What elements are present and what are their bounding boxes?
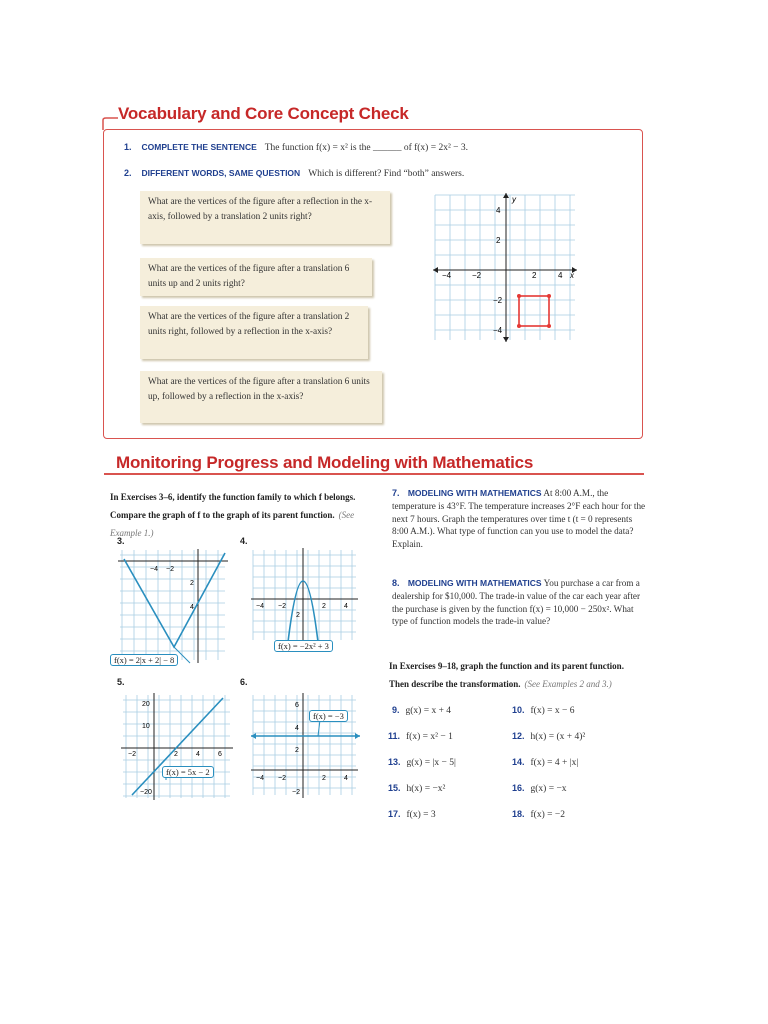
vocab-coordinate-grid — [430, 190, 580, 345]
tick-label-y: 2 — [496, 236, 501, 245]
exercise-function: f(x) = x² − 1 — [406, 732, 453, 742]
tick-label-y: 6 — [295, 702, 299, 709]
tick-label-x: 2 — [174, 751, 178, 758]
exercise-number: 9. — [392, 705, 400, 715]
tick-label-x: 2 — [322, 603, 326, 610]
function-label: f(x) = −3 — [309, 710, 348, 722]
tick-label-x: −2 — [128, 751, 136, 758]
exercise-function: h(x) = −x² — [406, 784, 446, 794]
tick-label-y: 4 — [496, 206, 501, 215]
exercise-number: 18. — [512, 809, 525, 819]
tick-label-y: 20 — [142, 701, 150, 708]
tick-label-x: −4 — [442, 271, 452, 280]
tick-label-x: −2 — [278, 775, 286, 782]
tick-label-y: −2 — [493, 296, 503, 305]
tick-label-x: 4 — [344, 775, 348, 782]
instructions-9-18 — [389, 656, 629, 692]
exercise-item — [388, 757, 456, 768]
exercise-5-graph — [118, 690, 238, 805]
exercise-function: f(x) = 4 + |x| — [530, 758, 579, 768]
question-2 — [124, 163, 464, 181]
tick-label-x: −4 — [256, 603, 264, 610]
exercise-number: 17. — [388, 809, 401, 819]
exercise-number: 11. — [388, 731, 401, 741]
function-label: f(x) = −2x² + 3 — [274, 640, 333, 652]
question-box-3: What are the vertices of the figure after a translation 2 units right, followed by a reflection in the x-axis? — [140, 306, 368, 359]
tick-label-y: 2 — [295, 747, 299, 754]
exercise-item — [512, 731, 585, 742]
instruction-text: In Exercises 9–18, graph the function and its parent function. Then describe the transformation. — [389, 661, 624, 689]
y-axis-label: y — [512, 195, 516, 204]
question-keyword: DIFFERENT WORDS, SAME QUESTION — [141, 168, 301, 178]
question-number: 2. — [124, 168, 132, 178]
exercise-text: You purchase a car from a dealership for $10,000. The trade-in value of the car each year after the purchase is given by the function f(x) = 10,000 − 250x². What type of function models the trade-in value? — [392, 578, 641, 627]
tick-label-x: 2 — [532, 271, 537, 280]
tick-label-y: 2 — [296, 612, 300, 619]
exercise-number: 8. — [392, 578, 400, 588]
function-curve — [132, 698, 223, 795]
exercise-keyword: MODELING WITH MATHEMATICS — [407, 578, 542, 588]
exercise-function: g(x) = −x — [530, 784, 567, 794]
section-underline — [104, 473, 644, 475]
exercise-item — [388, 783, 445, 794]
exercise-number: 14. — [512, 757, 525, 767]
exercise-number: 7. — [392, 488, 400, 498]
tick-label-y: 2 — [190, 580, 194, 587]
tick-label-y: −4 — [493, 326, 503, 335]
exercise-7 — [392, 487, 650, 551]
example-reference: (See Examples 2 and 3.) — [524, 679, 612, 689]
vocab-section-title: Vocabulary and Core Concept Check — [118, 104, 409, 123]
tick-label-x: 4 — [558, 271, 563, 280]
exercise-item — [512, 705, 574, 716]
monitoring-section-title: Monitoring Progress and Modeling with Mathematics — [116, 453, 534, 472]
function-label: f(x) = 2|x + 2| − 8 — [110, 654, 178, 666]
exercise-item — [512, 809, 565, 820]
tick-label-x: −4 — [256, 775, 264, 782]
exercise-function: f(x) = 3 — [406, 810, 436, 820]
tick-label-x: −2 — [278, 603, 286, 610]
question-number: 1. — [124, 142, 132, 152]
tick-label-x: 4 — [196, 751, 200, 758]
tick-label-y: 4 — [295, 725, 299, 732]
question-keyword: COMPLETE THE SENTENCE — [141, 142, 257, 152]
exercise-text: At 8:00 A.M., the temperature is 43°F. The temperature increases 2°F each hour for the next 7 hours. Graph the temperatures over time t (t = 0 represents 8:00 A.M.). What type of function can you use to model the data? Explain. — [392, 488, 646, 550]
exercise-function: g(x) = x + 4 — [405, 706, 452, 716]
exercise-item — [512, 783, 567, 794]
question-box-1: What are the vertices of the figure after a reflection in the x-axis, followed by a translation 2 units right? — [140, 191, 390, 244]
tick-label-x: 4 — [344, 603, 348, 610]
exercise-number: 15. — [388, 783, 401, 793]
exercise-keyword: MODELING WITH MATHEMATICS — [407, 488, 542, 498]
question-text: Which is different? Find “both” answers. — [308, 169, 465, 179]
exercise-6-graph — [248, 690, 363, 800]
exercise-function: h(x) = (x + 4)² — [530, 732, 586, 742]
tick-label-x: −4 — [150, 566, 158, 573]
exercise-item — [392, 705, 451, 716]
exercise-item — [388, 731, 453, 742]
exercise-number: 5. — [117, 677, 125, 687]
red-square-figure — [519, 296, 549, 326]
instruction-text: In Exercises 3–6, identify the function family to which f belongs. Compare the graph of f to the graph of its parent function. — [110, 492, 356, 520]
question-text: The function f(x) = x² is the ______ of f(x) = 2x² − 3. — [264, 143, 469, 153]
exercise-function: f(x) = x − 6 — [530, 706, 575, 716]
tick-label-x: −2 — [166, 566, 174, 573]
tick-label-y: 4 — [190, 604, 194, 611]
exercise-3-graph — [110, 545, 235, 670]
tick-label-x: 6 — [218, 751, 222, 758]
tick-label-x: 2 — [322, 775, 326, 782]
tick-label-y: −2 — [292, 789, 300, 796]
function-label: f(x) = 5x − 2 — [162, 766, 214, 778]
exercise-item — [512, 757, 578, 768]
exercise-number: 10. — [512, 705, 525, 715]
example-reference: (See Example 1.) — [110, 510, 355, 538]
exercise-function: f(x) = −2 — [530, 810, 565, 820]
exercise-number: 6. — [240, 677, 248, 687]
exercise-number: 4. — [240, 536, 248, 546]
tick-label-y: 10 — [142, 723, 150, 730]
exercise-number: 13. — [388, 757, 401, 767]
exercise-4-graph — [248, 545, 363, 645]
exercise-number: 16. — [512, 783, 525, 793]
exercise-number: 3. — [117, 536, 125, 546]
tick-label-x: −2 — [472, 271, 482, 280]
question-1 — [124, 137, 468, 155]
x-axis-label: x — [570, 271, 574, 280]
tick-label-y: −20 — [140, 789, 152, 796]
exercise-8 — [392, 577, 650, 628]
exercise-number: 12. — [512, 731, 525, 741]
exercise-item — [388, 809, 436, 820]
question-box-2: What are the vertices of the figure after a translation 6 units up and 2 units right? — [140, 258, 372, 296]
instructions-3-6 — [110, 487, 370, 541]
exercise-function: g(x) = |x − 5| — [406, 758, 456, 768]
question-box-4: What are the vertices of the figure after a translation 6 units up, followed by a reflection in the x-axis? — [140, 371, 382, 423]
